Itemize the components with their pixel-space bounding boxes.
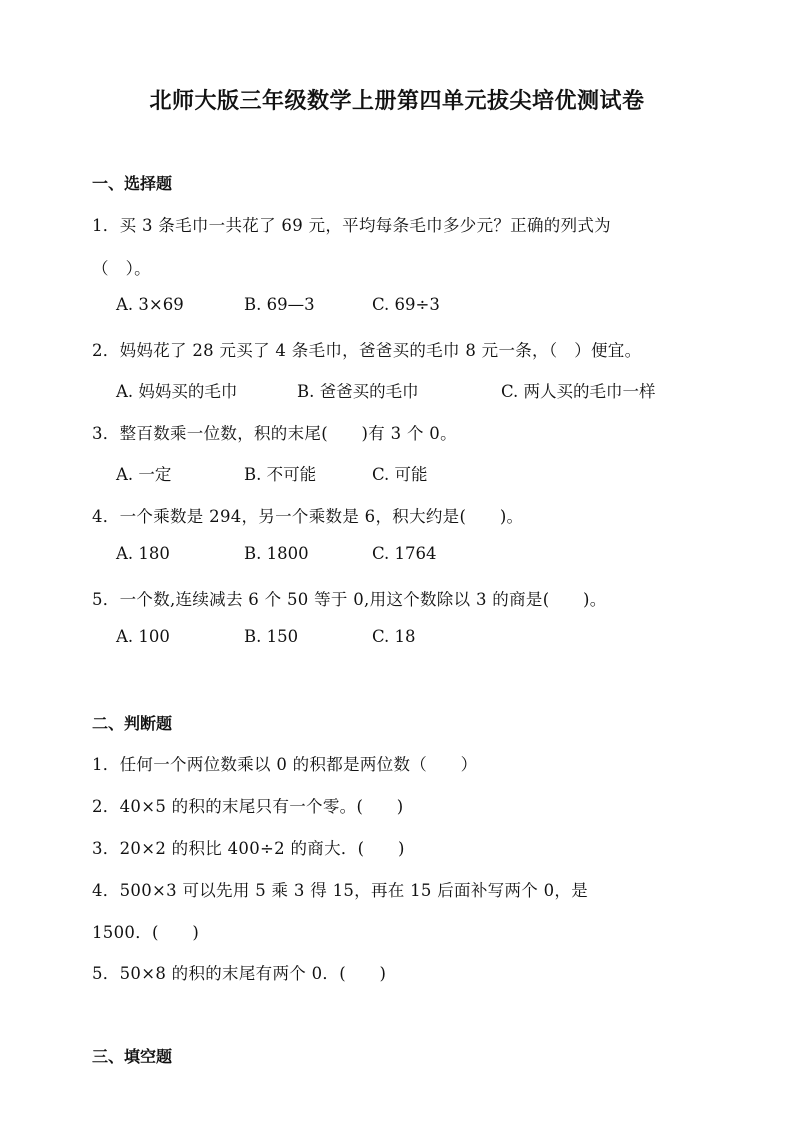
option-b: B. 爸爸买的毛巾 [297,382,419,401]
question-text: 1．买 3 条毛巾一共花了 69 元，平均每条毛巾多少元？正确的列式为 [92,216,611,235]
option-c: C. 两人买的毛巾一样 [501,382,656,401]
option-b: B. 不可能 [244,465,317,484]
page-title: 北师大版三年级数学上册第四单元拔尖培优测试卷 [149,88,645,114]
option-a: A. 100 [116,627,170,646]
option-b: B. 150 [244,627,299,646]
option-c: C. 18 [372,627,416,646]
question-text: 4．一个乘数是 294，另一个乘数是 6，积大约是( )。 [92,507,524,526]
option-a: A. 一定 [116,465,172,484]
section-heading-choice: 一、选择题 [92,174,173,193]
judge-question: 1．任何一个两位数乘以 0 的积都是两位数（ ） [92,755,478,774]
option-c: C. 1764 [372,544,437,563]
option-b: B. 1800 [244,544,309,563]
option-c: C. 可能 [372,465,428,484]
option-b: B. 69—3 [244,295,315,314]
question-text: 5．一个数,连续减去 6 个 50 等于 0,用这个数除以 3 的商是( )。 [92,590,607,609]
judge-question: 4．500×3 可以先用 5 乘 3 得 15，再在 15 后面补写两个 0，是 [92,881,589,900]
section-heading-judge: 二、判断题 [92,714,173,733]
option-a: A. 3×69 [116,295,184,314]
question-text: 2．妈妈花了 28 元买了 4 条毛巾，爸爸买的毛巾 8 元一条，（ ）便宜。 [92,341,642,360]
option-a: A. 180 [116,544,170,563]
judge-question: 3．20×2 的积比 400÷2 的商大．( ) [92,839,405,858]
question-text: （ ）。 [92,259,151,278]
question-text: 3．整百数乘一位数，积的末尾( )有 3 个 0。 [92,424,457,443]
judge-question: 5．50×8 的积的末尾有两个 0．( ) [92,964,387,983]
section-heading-fill: 三、填空题 [92,1047,173,1066]
judge-question: 1500．( ) [92,923,200,942]
option-c: C. 69÷3 [372,295,440,314]
option-a: A. 妈妈买的毛巾 [116,382,238,401]
judge-question: 2．40×5 的积的末尾只有一个零。( ) [92,797,404,816]
